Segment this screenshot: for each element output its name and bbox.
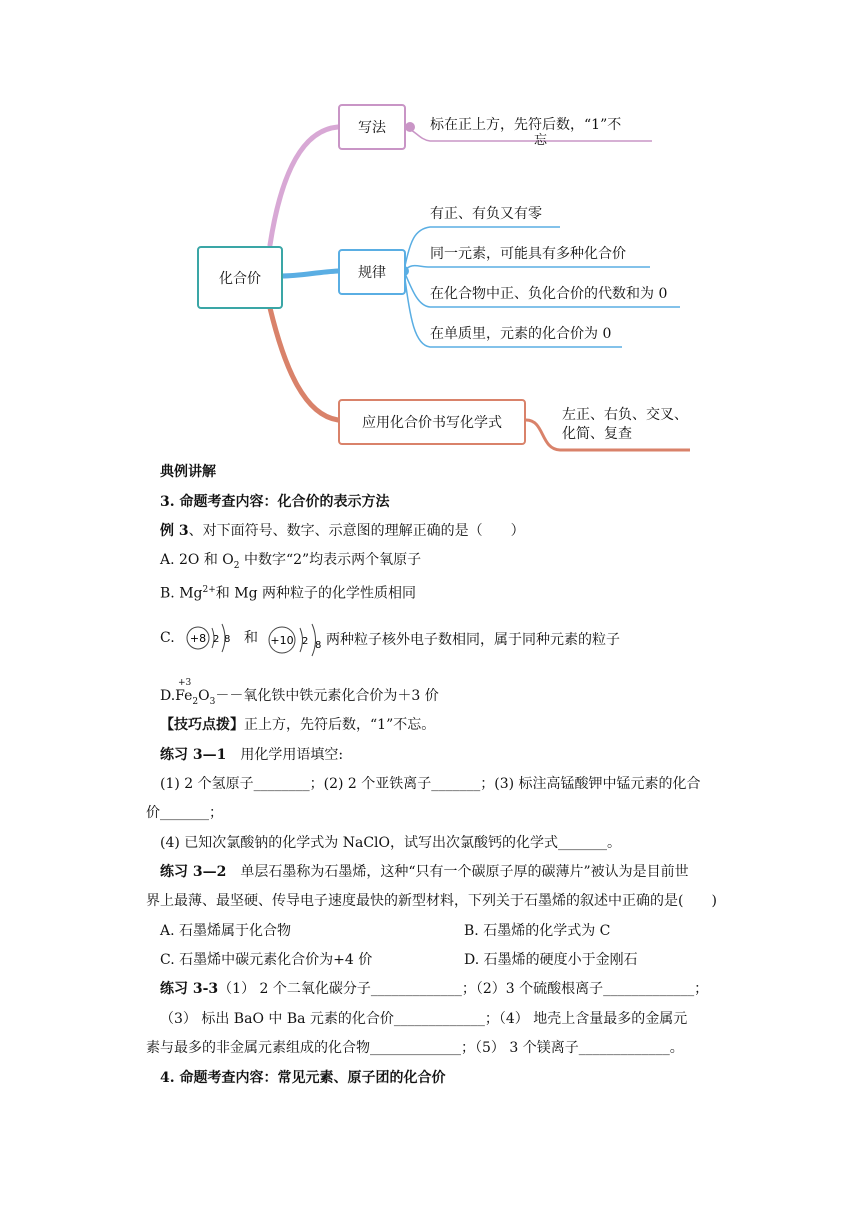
branch-label: 写法	[358, 120, 386, 136]
example-3-question	[160, 521, 525, 541]
atom1-nucleus: +8	[189, 632, 207, 645]
option-b-text-rest: 和 Mg 两种粒子的化学性质相同	[215, 585, 416, 602]
branch-connector-rules	[282, 271, 338, 276]
practice-3-3-line-1	[160, 979, 708, 999]
option-b	[160, 580, 416, 604]
atom1-shell-1: 2	[213, 634, 220, 645]
practice-text: 单层石墨称为石墨烯，这种“只有一个碳原子厚的碳薄片”被认为是目前世	[226, 864, 689, 880]
practice-3-2-line-2: 界上最薄、最坚硬、传导电子速度最快的新型材料，下列关于石墨烯的叙述中正确的是( )	[146, 893, 717, 909]
subscript: 2	[192, 696, 199, 707]
leaf-rules-3: 在化合物中正、负化合价的代数和为 0	[430, 286, 668, 302]
branch-node-writing	[338, 104, 406, 150]
option-a	[160, 550, 421, 576]
subscript: 2	[233, 560, 240, 571]
tip	[160, 715, 435, 735]
leaf-rules-4: 在单质里，元素的化合价为 0	[430, 326, 612, 342]
option-d-text-rest: －－氧化铁中铁元素化合价为＋3 价	[215, 688, 439, 704]
leaf-writing-2: 忘	[534, 133, 548, 148]
practice-label: 练习 3—2	[160, 864, 227, 880]
branch-node-rules	[338, 249, 406, 295]
option-b-text: B. Mg	[160, 585, 203, 602]
branch-connector-apply	[270, 308, 338, 420]
center-node-label: 化合价	[219, 270, 261, 287]
practice-3-2-option-d: D. 石墨烯的硬度小于金刚石	[464, 952, 638, 968]
tip-text: 正上方，先符后数，“1”不忘。	[244, 717, 436, 733]
practice-3-2-option-b: B. 石墨烯的化学式为 C	[464, 923, 611, 939]
leaf-apply-1: 左正、右负、交叉、	[562, 407, 688, 423]
example-text: 、对下面符号、数字、示意图的理解正确的是（ ）	[188, 523, 525, 539]
practice-3-1-line-3: (4) 已知次氯酸钠的化学式为 NaClO，试写出次氯酸钙的化学式_______。	[160, 835, 621, 851]
practice-3-1-line-2: 价_______；	[146, 805, 223, 821]
practice-3-1-line-1: (1) 2 个氢原子________；(2) 2 个亚铁离子_______；(3) 标注高锰酸钾中锰元素的化合	[160, 776, 701, 792]
option-c-label: C.	[160, 630, 175, 646]
leaf-apply-2: 化简、复查	[562, 426, 632, 442]
option-a-text-rest: 中数字“2”均表示两个氧原子	[239, 552, 422, 568]
valence-mark: +3	[178, 678, 192, 688]
practice-3-1-title	[160, 745, 343, 765]
example-label: 例 3	[160, 523, 189, 539]
oxygen-symbol: O	[198, 688, 210, 704]
practice-label: 练习 3—1	[160, 747, 227, 763]
practice-text: （1） 2 个二氧化碳分子_____________；（2）3 个硫酸根离子_____________；	[218, 981, 709, 997]
practice-3-2-line-1	[160, 862, 689, 882]
topic-4-title: 4. 命题考查内容：常见元素、原子团的化合价	[160, 1070, 446, 1086]
practice-label: 练习 3-3	[160, 981, 219, 997]
atom2-shell-2: 8	[315, 640, 322, 651]
atom2-shell-1: 2	[302, 636, 309, 647]
superscript: 2+	[202, 585, 216, 595]
practice-3-2-option-a: A. 石墨烯属于化合物	[160, 923, 292, 939]
option-a-text: A. 2O 和 O	[160, 552, 234, 568]
leaf-connector	[404, 266, 650, 271]
section-title: 典例讲解	[160, 464, 216, 480]
topic-3-title: 3. 命题考查内容：化合价的表示方法	[160, 494, 390, 510]
option-c-text: 两种粒子核外电子数相同，属于同种元素的粒子	[326, 632, 620, 648]
atom1-shell-2: 8	[224, 634, 231, 645]
leaf-rules-2: 同一元素，可能具有多种化合价	[430, 246, 626, 262]
leaf-rules-1: 有正、有负又有零	[430, 206, 542, 222]
practice-3-3-line-3: 素与最多的非金属元素组成的化合物_____________；（5） 3 个镁离子_____________。	[146, 1040, 684, 1056]
branch-dot	[405, 122, 415, 132]
mindmap-center-node	[197, 246, 283, 309]
branch-node-apply	[338, 399, 526, 445]
atom-structure-diagram-1	[182, 620, 232, 656]
atom-structure-diagram-2	[266, 620, 326, 660]
option-d-text: D.Fe	[160, 688, 193, 704]
branch-connector-writing	[270, 127, 338, 245]
subscript: 3	[209, 696, 216, 707]
branch-label: 应用化合价书写化学式	[362, 415, 502, 431]
practice-text: 用化学用语填空:	[226, 747, 344, 763]
option-c-and: 和	[244, 630, 258, 646]
tip-label: 【技巧点拨】	[160, 717, 244, 733]
practice-3-3-line-2: （3） 标出 BaO 中 Ba 元素的化合价_____________；（4） 地壳上含量最多的金属元	[160, 1011, 688, 1027]
mindmap-connectors	[0, 0, 860, 460]
leaf-writing-1: 标在正上方，先符后数，“1”不	[430, 117, 622, 133]
atom2-nucleus: +10	[270, 634, 294, 647]
practice-3-2-option-c: C. 石墨烯中碳元素化合价为+4 价	[160, 952, 373, 968]
option-d	[160, 686, 439, 712]
branch-label: 规律	[358, 265, 386, 281]
